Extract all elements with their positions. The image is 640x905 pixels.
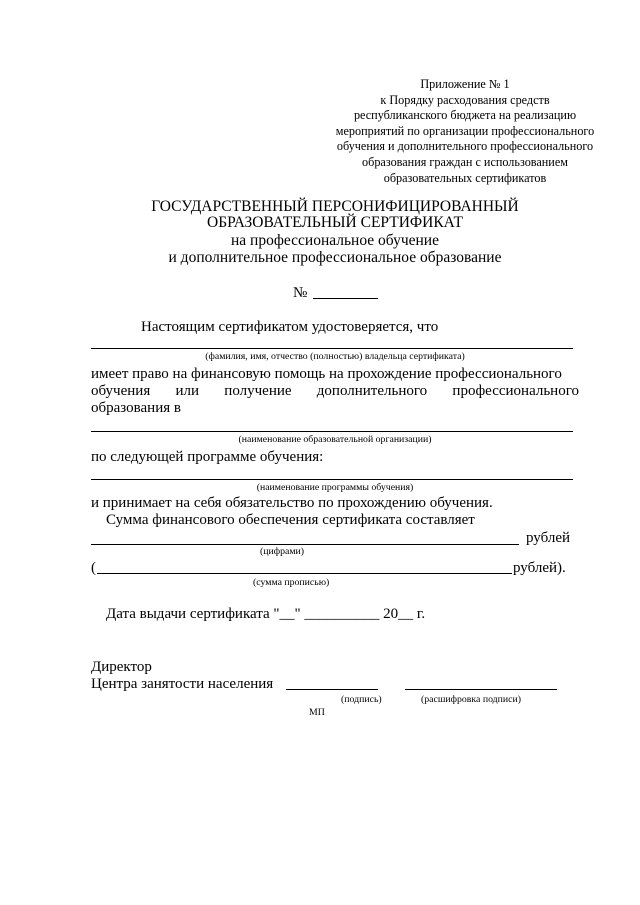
right-text-word: дополнительного <box>316 383 428 399</box>
caption-organization: (наименование образовательной организации) <box>238 434 432 445</box>
sum-label: Сумма финансового обеспечения сертификата составляет <box>106 512 475 528</box>
caption-signature-decode: (расшифровка подписи) <box>421 694 522 705</box>
right-text-line-1: имеет право на финансовую помощь на прохождение профессионального <box>91 366 562 382</box>
title-line-4: и дополнительное профессиональное образование <box>168 249 502 266</box>
right-text-line-2 <box>91 383 579 400</box>
director-title: Директор <box>91 659 152 675</box>
caption-words: (сумма прописью) <box>253 577 330 588</box>
rubles-label: рублей <box>526 530 571 546</box>
right-text-word: обучения <box>91 383 151 399</box>
organization-field[interactable] <box>91 431 573 432</box>
title-line-1: ГОСУДАРСТВЕННЫЙ ПЕРСОНИФИЦИРОВАННЫЙ <box>151 198 519 215</box>
annex-line: Приложение № 1 <box>420 77 510 91</box>
annex-line: образовательных сертификатов <box>383 170 547 185</box>
issue-date: Дата выдачи сертификата "__" __________ 20__ г. <box>106 606 426 622</box>
sum-words-field[interactable] <box>97 573 512 574</box>
annex-line: мероприятий по организации профессионального <box>335 123 595 138</box>
signature-decode-field[interactable] <box>405 689 557 690</box>
obligation-text: и принимает на себя обязательство по прохождению обучения. <box>91 495 493 511</box>
annex-block <box>318 77 612 186</box>
program-label: по следующей программе обучения: <box>91 449 324 465</box>
right-text-word: профессионального <box>452 383 579 399</box>
annex-line: к Порядку расходования средств <box>380 92 550 107</box>
caption-signature: (подпись) <box>341 694 382 705</box>
annex-line: республиканского бюджета на реализацию <box>353 108 577 123</box>
certificate-number-label: № <box>293 285 308 301</box>
right-text-line-3: образования в <box>91 400 181 416</box>
holder-name-field[interactable] <box>91 348 573 349</box>
stamp-label: МП <box>309 707 325 718</box>
title-line-2: ОБРАЗОВАТЕЛЬНЫЙ СЕРТИФИКАТ <box>207 214 463 231</box>
right-text-word: или <box>175 383 200 399</box>
annex-line: образования граждан с использованием <box>362 154 568 169</box>
employment-center-title: Центра занятости населения <box>91 676 274 692</box>
annex-line: обучения и дополнительного профессионального <box>336 139 594 154</box>
sum-digits-field[interactable] <box>91 544 519 545</box>
caption-digits: (цифрами) <box>260 546 305 557</box>
program-field[interactable] <box>91 479 573 480</box>
intro-text: Настоящим сертификатом удостоверяется, что <box>141 319 439 335</box>
signature-field[interactable] <box>286 689 378 690</box>
caption-program: (наименование программы обучения) <box>256 482 414 493</box>
right-text-word: получение <box>224 383 292 399</box>
certificate-number-field[interactable] <box>313 298 378 299</box>
rubles-close-label: рублей). <box>513 560 566 576</box>
title-line-3: на профессиональное обучение <box>230 232 439 249</box>
caption-holder-name: (фамилия, имя, отчество (полностью) владельца сертификата) <box>205 351 465 362</box>
paren-open: ( <box>91 560 96 576</box>
